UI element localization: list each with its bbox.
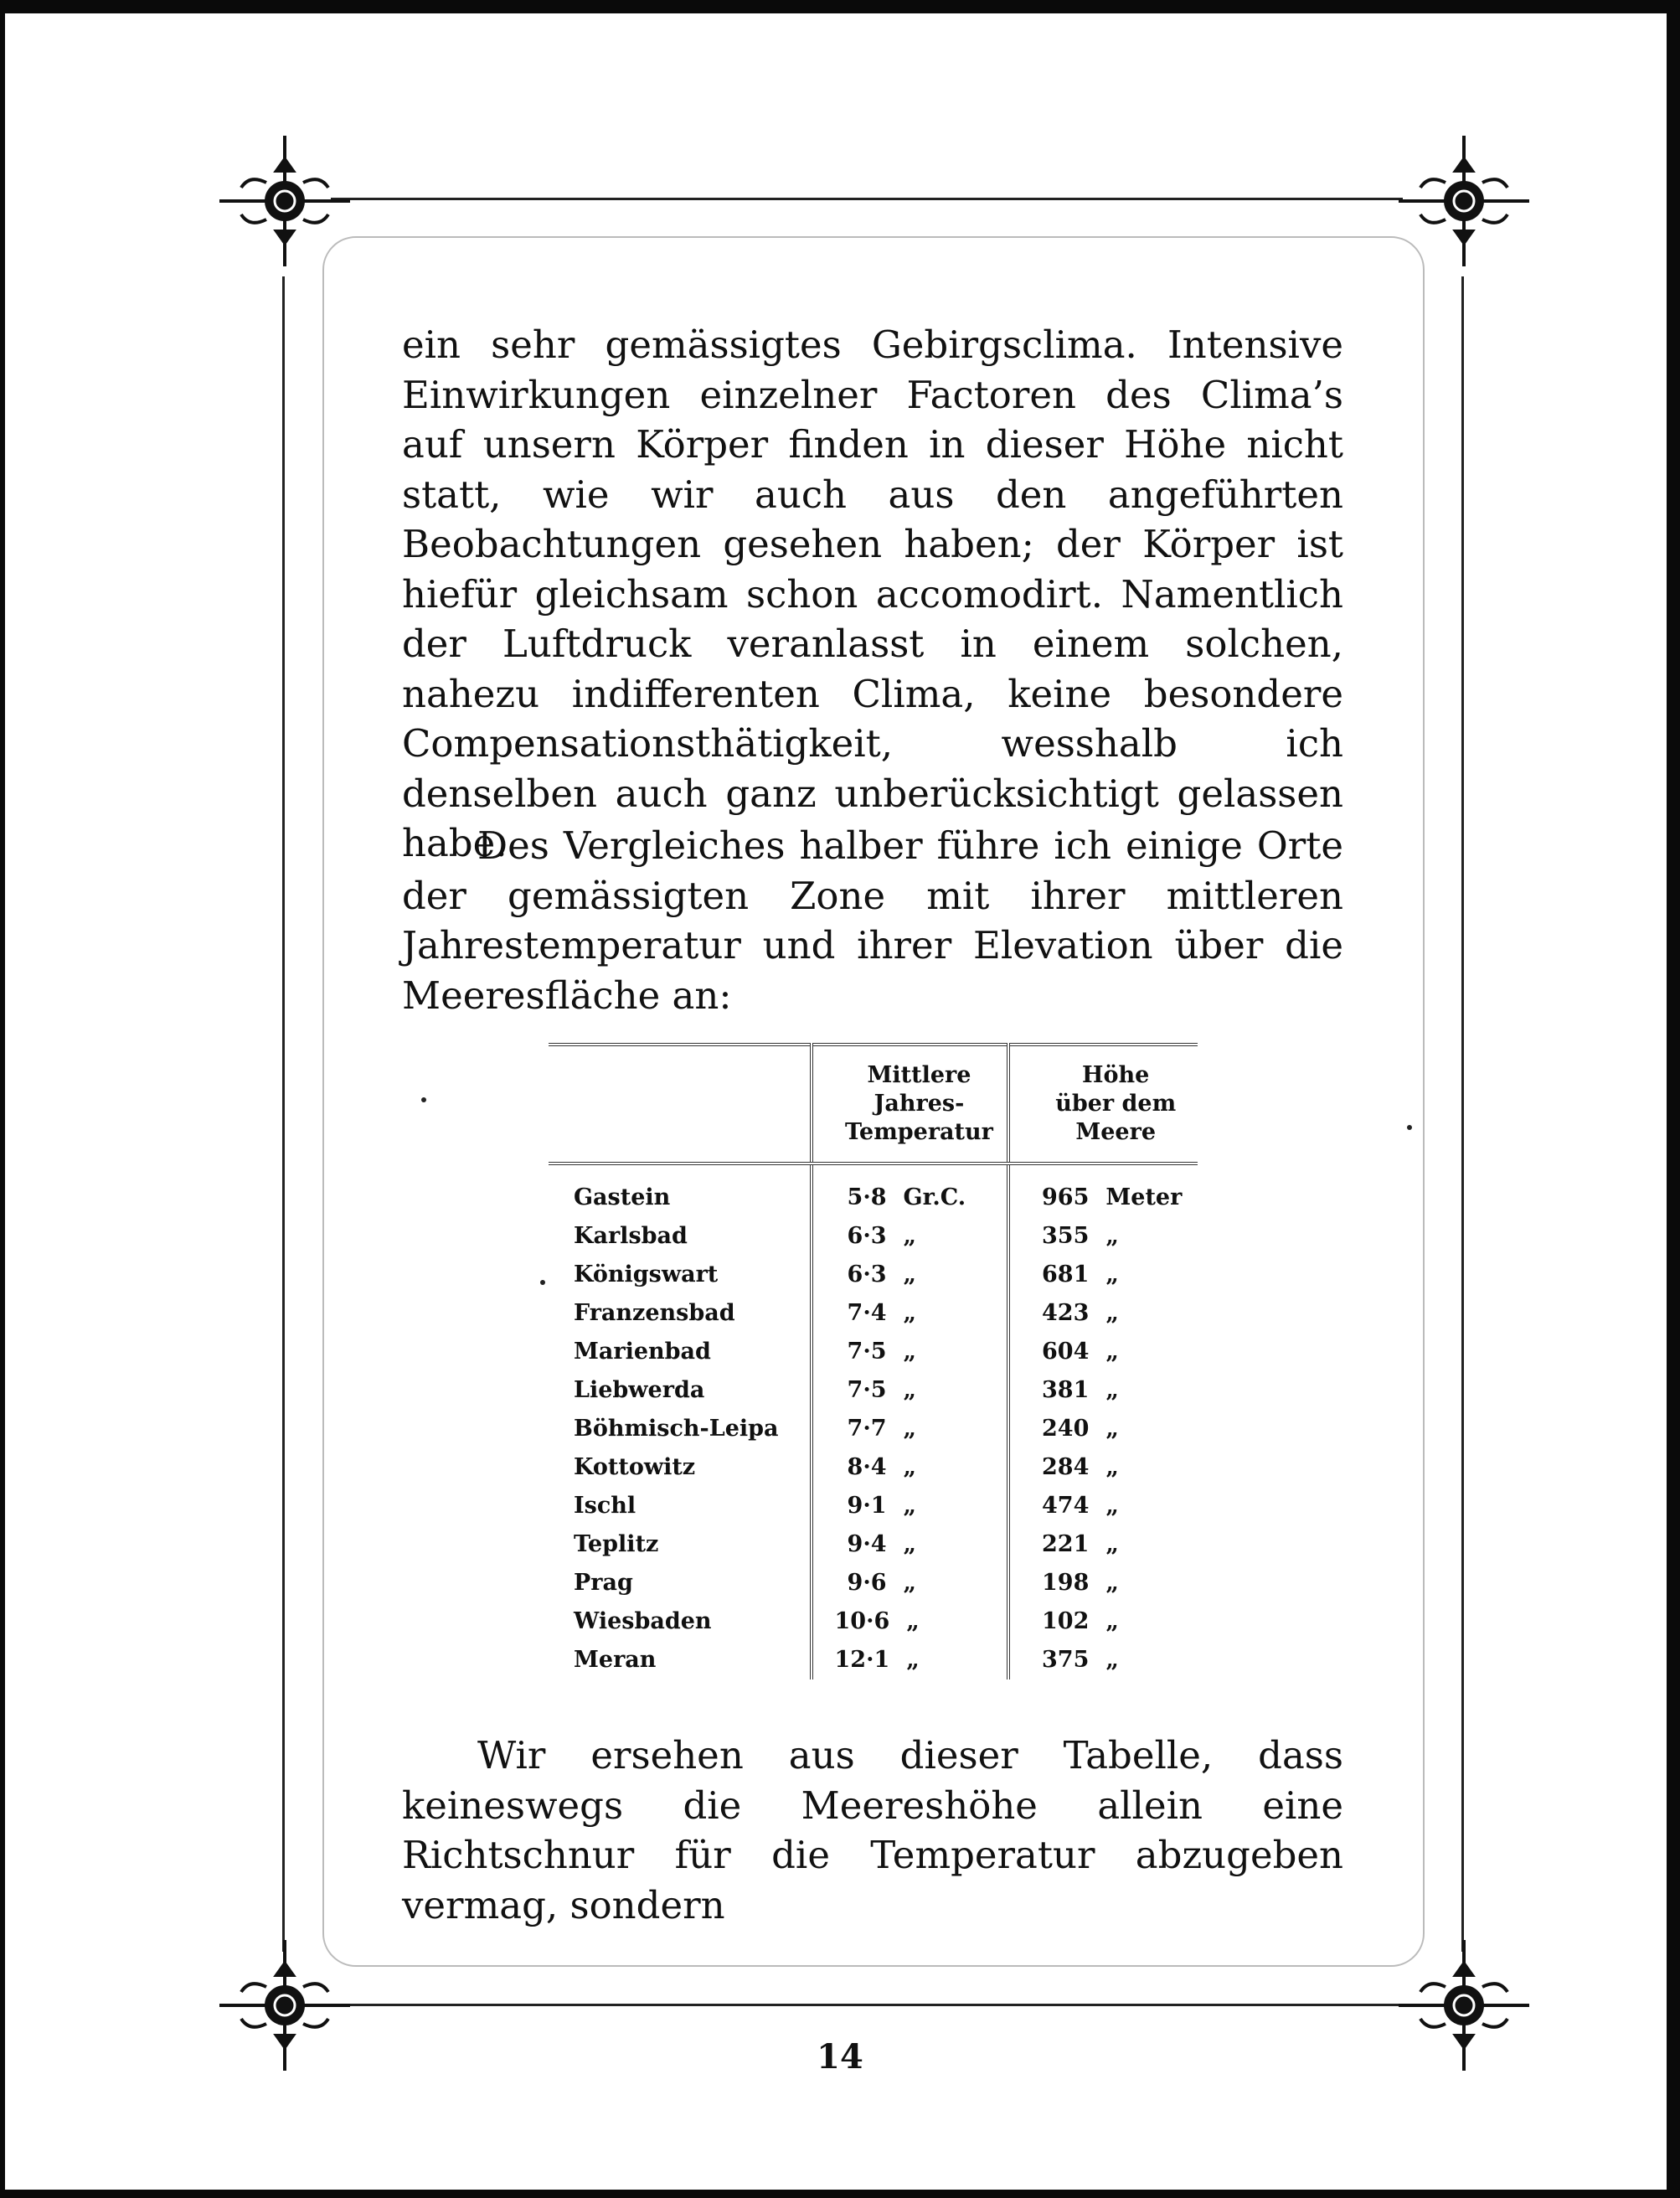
temperature-cell: [812, 1487, 1009, 1525]
place-cell: Königswart: [574, 1262, 719, 1287]
height-unit: „: [1105, 1339, 1119, 1365]
height-unit: „: [1105, 1608, 1119, 1634]
temperature-unit: „: [903, 1339, 917, 1365]
place-cell: Prag: [574, 1570, 633, 1596]
temperature-value: 5·8: [847, 1184, 887, 1210]
header-temperature: [812, 1045, 1009, 1163]
height-cell: [1008, 1294, 1198, 1333]
header-height-line: über dem: [1055, 1091, 1177, 1117]
height-unit: Meter: [1105, 1184, 1183, 1210]
temperature-value: 12·1: [834, 1647, 890, 1673]
height-value: 198: [1042, 1570, 1090, 1596]
frame-rule-right: [1461, 276, 1464, 1952]
temperature-value: 7·5: [847, 1339, 887, 1365]
scan-speck: [421, 1097, 426, 1102]
height-cell: [1008, 1525, 1198, 1564]
table-row: [549, 1641, 1198, 1679]
height-cell: [1008, 1487, 1198, 1525]
height-cell: [1008, 1564, 1198, 1602]
place-cell: Gastein: [574, 1184, 671, 1210]
temperature-unit: „: [903, 1262, 917, 1287]
header-place: [549, 1045, 812, 1163]
height-value: 240: [1042, 1416, 1090, 1442]
temperature-value: 10·6: [834, 1608, 890, 1634]
height-value: 375: [1042, 1647, 1090, 1673]
height-unit: „: [1105, 1570, 1119, 1596]
header-height-line: Meere: [1075, 1119, 1157, 1145]
height-value: 604: [1042, 1339, 1090, 1365]
height-value: 965: [1042, 1184, 1090, 1210]
page-number: 14: [817, 2037, 863, 2077]
temperature-cell: [812, 1564, 1009, 1602]
scan-edge-top: [0, 0, 1680, 13]
height-unit: „: [1105, 1416, 1119, 1442]
temperature-value: 7·4: [847, 1300, 887, 1326]
temperature-unit: „: [903, 1377, 917, 1403]
frame-rule-top: [331, 198, 1403, 200]
height-cell: [1008, 1163, 1198, 1217]
height-value: 423: [1042, 1300, 1090, 1326]
temperature-cell: [812, 1525, 1009, 1564]
temperature-unit: „: [903, 1416, 917, 1442]
table-row: [549, 1448, 1198, 1487]
temperature-unit: „: [903, 1493, 917, 1519]
paragraph-3-block: [402, 1731, 1343, 1930]
height-value: 474: [1042, 1493, 1090, 1519]
frame-rule-left: [282, 276, 285, 1952]
temperature-cell: [812, 1448, 1009, 1487]
table-row: [549, 1602, 1198, 1641]
height-cell: [1008, 1410, 1198, 1448]
temperature-value: 9·4: [847, 1531, 887, 1557]
table-row: [549, 1371, 1198, 1410]
paragraph: ein sehr gemässigtes Gebirgsclima. Intensive Einwirkungen einzelner Factoren des Clima’s auf unsern Körper finden in dieser Höhe nicht statt, wie wir auch aus den angeführten Beobachtungen gesehen haben; der Körper ist hiefür gleichsam schon accomodirt. Namentlich der Luftdruck veranlasst in einem solchen, nahezu indifferenten Clima, keine besondere Compensationsthätigkeit, wesshalb ich denselben auch ganz unberücksichtigt gelassen habe.: [402, 322, 1343, 865]
height-value: 355: [1042, 1223, 1090, 1249]
temperature-cell: [812, 1217, 1009, 1256]
place-cell: Wiesbaden: [574, 1608, 712, 1634]
table-row: [549, 1525, 1198, 1564]
height-cell: [1008, 1217, 1198, 1256]
height-value: 381: [1042, 1377, 1090, 1403]
height-unit: „: [1105, 1300, 1119, 1326]
height-cell: [1008, 1641, 1198, 1679]
height-cell: [1008, 1602, 1198, 1641]
temperature-cell: [812, 1410, 1009, 1448]
temperature-unit: Gr.C.: [903, 1184, 966, 1210]
temperature-value: 7·5: [847, 1377, 887, 1403]
table-header-row: [549, 1045, 1198, 1163]
table-row: [549, 1487, 1198, 1525]
scan-edge-left: [0, 0, 5, 2198]
table-row: [549, 1256, 1198, 1294]
temperature-value: 6·3: [847, 1262, 887, 1287]
temperature-elevation-table: [549, 1043, 1198, 1679]
temperature-unit: „: [903, 1223, 917, 1249]
paragraph-1-block: [402, 320, 1343, 869]
temperature-cell: [812, 1641, 1009, 1679]
height-value: 102: [1042, 1608, 1090, 1634]
scan-edge-right: [1667, 0, 1680, 2198]
height-cell: [1008, 1333, 1198, 1371]
corner-ornament-icon: [1397, 134, 1531, 268]
height-value: 681: [1042, 1262, 1090, 1287]
height-unit: „: [1105, 1647, 1119, 1673]
header-height-line: Höhe: [1082, 1062, 1150, 1088]
table-row: [549, 1217, 1198, 1256]
place-cell: Franzensbad: [574, 1300, 735, 1326]
temperature-value: 7·7: [847, 1416, 887, 1442]
height-unit: „: [1105, 1377, 1119, 1403]
place-cell: Böhmisch-Leipa: [574, 1416, 779, 1442]
header-temperature-line: Mittlere: [867, 1062, 971, 1088]
height-cell: [1008, 1448, 1198, 1487]
place-cell: Marienbad: [574, 1339, 711, 1365]
scan-speck: [540, 1280, 545, 1285]
temperature-cell: [812, 1294, 1009, 1333]
table-row: [549, 1333, 1198, 1371]
height-value: 284: [1042, 1454, 1090, 1480]
scan-edge-bottom: [0, 2190, 1680, 2198]
height-value: 221: [1042, 1531, 1090, 1557]
temperature-cell: [812, 1256, 1009, 1294]
temperature-cell: [812, 1371, 1009, 1410]
temperature-unit: „: [903, 1570, 917, 1596]
temperature-unit: „: [903, 1300, 917, 1326]
temperature-unit: „: [906, 1608, 920, 1634]
height-unit: „: [1105, 1493, 1119, 1519]
temperature-value: 9·1: [847, 1493, 887, 1519]
place-cell: Teplitz: [574, 1531, 659, 1557]
corner-ornament-icon: [218, 134, 352, 268]
height-unit: „: [1105, 1531, 1119, 1557]
table-row: [549, 1564, 1198, 1602]
place-cell: Liebwerda: [574, 1377, 705, 1403]
temperature-unit: „: [906, 1647, 920, 1673]
header-temperature-line: Temperatur: [845, 1119, 993, 1145]
place-cell: Karlsbad: [574, 1223, 688, 1249]
frame-rule-bottom: [331, 2004, 1403, 2006]
height-unit: „: [1105, 1223, 1119, 1249]
table-body: [549, 1163, 1198, 1679]
paragraph: Wir ersehen aus dieser Tabelle, dass keineswegs die Meereshöhe allein eine Richtschnur für die Temperatur abzugeben vermag, sondern: [402, 1733, 1343, 1927]
place-cell: Kottowitz: [574, 1454, 696, 1480]
scan-speck: [1407, 1125, 1412, 1130]
table-row: [549, 1410, 1198, 1448]
temperature-value: 6·3: [847, 1223, 887, 1249]
temperature-unit: „: [903, 1454, 917, 1480]
temperature-cell: [812, 1333, 1009, 1371]
temperature-cell: [812, 1602, 1009, 1641]
place-cell: Ischl: [574, 1493, 636, 1519]
header-height: [1008, 1045, 1198, 1163]
temperature-unit: „: [903, 1531, 917, 1557]
paragraph-2-block: [402, 821, 1343, 1020]
header-temperature-line: Jahres-: [873, 1091, 965, 1117]
temperature-value: 8·4: [847, 1454, 887, 1480]
height-unit: „: [1105, 1454, 1119, 1480]
place-cell: Meran: [574, 1647, 657, 1673]
paragraph: Des Vergleiches halber führe ich einige Orte der gemässigten Zone mit ihrer mittleren Jahrestemperatur und ihrer Elevation über die Meeresfläche an:: [402, 823, 1343, 1018]
height-cell: [1008, 1256, 1198, 1294]
table-row: [549, 1294, 1198, 1333]
height-cell: [1008, 1371, 1198, 1410]
temperature-value: 9·6: [847, 1570, 887, 1596]
temperature-cell: [812, 1163, 1009, 1217]
table-row: [549, 1163, 1198, 1217]
height-unit: „: [1105, 1262, 1119, 1287]
